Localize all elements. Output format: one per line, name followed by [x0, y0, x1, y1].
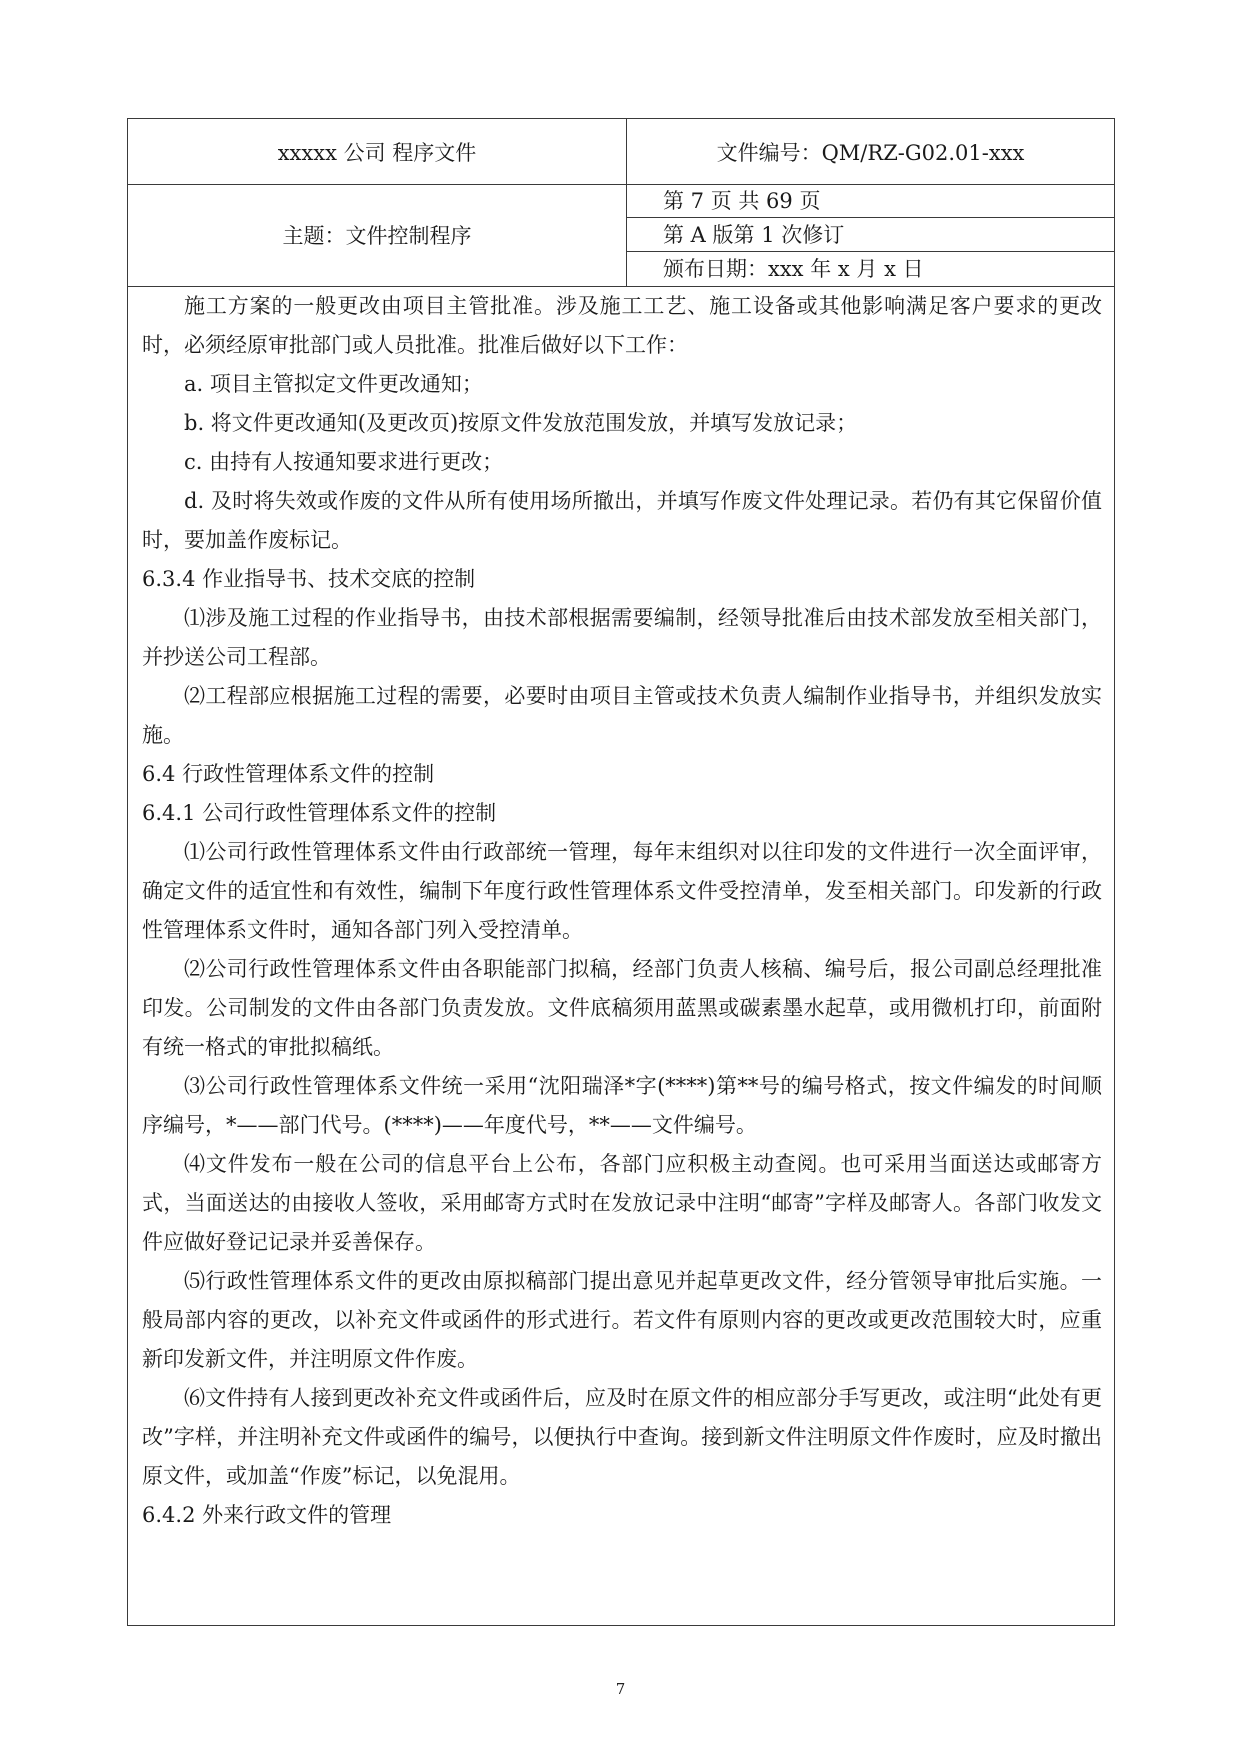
header-divider: [626, 119, 627, 287]
body-paragraph: ⑵公司行政性管理体系文件由各职能部门拟稿，经部门负责人核稿、编号后，报公司副总经理批准印发。公司制发的文件由各部门负责发放。文件底稿须用蓝黑或碳素墨水起草，或用微机打印，前面附有统一格式的审批拟稿纸。: [142, 957, 1102, 1059]
section-heading: 6.4.1 公司行政性管理体系文件的控制: [142, 801, 497, 825]
body-paragraph: b. 将文件更改通知(及更改页)按原文件发放范围发放，并填写发放记录；: [184, 411, 858, 435]
body-paragraph: 施工方案的一般更改由项目主管批准。涉及施工工艺、施工设备或其他影响满足客户要求的更改时，必须经原审批部门或人员批准。批准后做好以下工作：: [142, 294, 1102, 357]
body-paragraph: ⑸行政性管理体系文件的更改由原拟稿部门提出意见并起草更改文件，经分管领导审批后实施。一般局部内容的更改，以补充文件或函件的形式进行。若文件有原则内容的更改或更改范围较大时，应重新印发新文件，并注明原文件作废。: [142, 1269, 1102, 1371]
page-number: 7: [615, 1680, 626, 1698]
revision-info: 第 A 版第 1 次修订: [627, 219, 1114, 252]
company-title: xxxxx 公司 程序文件: [277, 141, 477, 165]
section-heading: 6.4.2 外来行政文件的管理: [142, 1503, 392, 1527]
header-row-top: [128, 119, 1114, 185]
document-body: [128, 287, 1114, 1535]
section-heading: 6.3.4 作业指导书、技术交底的控制: [142, 567, 476, 591]
section-heading: 6.4 行政性管理体系文件的控制: [142, 762, 435, 786]
issue-date: 颁布日期：xxx 年 x 月 x 日: [663, 257, 924, 281]
body-paragraph: ⑴公司行政性管理体系文件由行政部统一管理，每年末组织对以往印发的文件进行一次全面评审，确定文件的适宜性和有效性，编制下年度行政性管理体系文件受控清单，发至相关部门。印发新的行政性管理体系文件时，通知各部门列入受控清单。: [142, 840, 1102, 942]
document-sheet: [127, 118, 1115, 1626]
header-row-bottom: [128, 185, 1114, 287]
page-info: 第 7 页 共 69 页: [627, 185, 1114, 218]
body-paragraph: ⑴涉及施工过程的作业指导书，由技术部根据需要编制，经领导批准后由技术部发放至相关部门，并抄送公司工程部。: [142, 606, 1102, 669]
body-paragraph: c. 由持有人按通知要求进行更改；: [184, 450, 504, 474]
body-paragraph: ⑹文件持有人接到更改补充文件或函件后，应及时在原文件的相应部分手写更改，或注明“此处有更改”字样，并注明补充文件或函件的编号，以便执行中查询。接到新文件注明原文件作废时，应及时撤出原文件，或加盖“作废”标记，以免混用。: [142, 1386, 1102, 1488]
body-paragraph: ⑶公司行政性管理体系文件统一采用“沈阳瑞泽*字(****)第**号的编号格式，按文件编发的时间顺序编号，*——部门代号。(****)——年度代号，**——文件编号。: [142, 1074, 1102, 1137]
document-subject: 主题：文件控制程序: [282, 224, 472, 248]
body-paragraph: ⑷文件发布一般在公司的信息平台上公布，各部门应积极主动查阅。也可采用当面送达或邮寄方式，当面送达的由接收人签收，采用邮寄方式时在发放记录中注明“邮寄”字样及邮寄人。各部门收发文件应做好登记记录并妥善保存。: [142, 1152, 1102, 1254]
document-number: 文件编号：QM/RZ-G02.01-xxx: [716, 141, 1025, 165]
body-paragraph: ⑵工程部应根据施工过程的需要，必要时由项目主管或技术负责人编制作业指导书，并组织发放实施。: [142, 684, 1102, 747]
body-paragraph: d. 及时将失效或作废的文件从所有使用场所撤出，并填写作废文件处理记录。若仍有其它保留价值时，要加盖作废标记。: [142, 489, 1102, 552]
body-paragraph: a. 项目主管拟定文件更改通知；: [184, 372, 483, 396]
document-meta: [627, 185, 1114, 285]
